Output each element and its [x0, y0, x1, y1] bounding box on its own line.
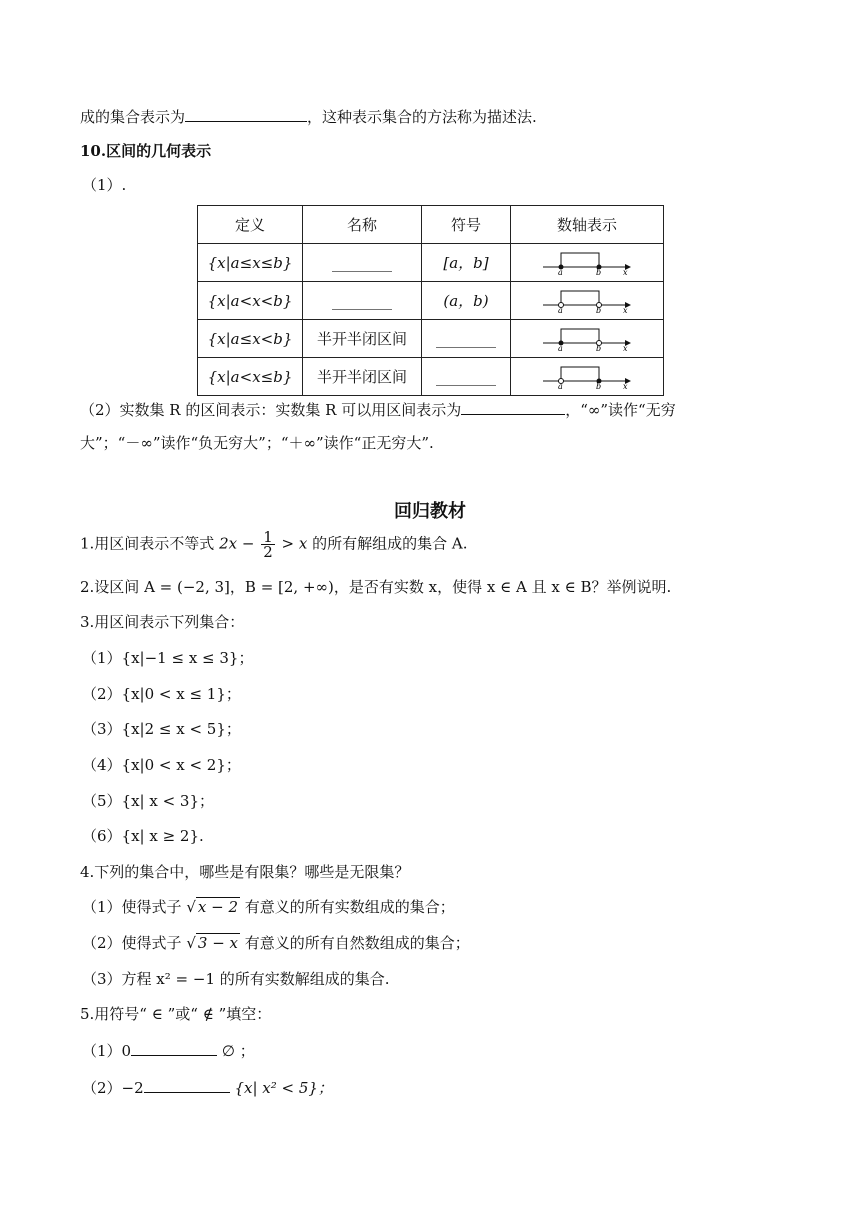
q5-item-text: （1）0: [82, 1042, 132, 1060]
axis-label-b: b: [596, 267, 602, 275]
cell-symbol: ________: [422, 320, 511, 358]
part-2-line-1: [80, 398, 676, 421]
svg-text:b: b: [596, 305, 602, 313]
svg-text:x: x: [623, 381, 628, 389]
list-item: [82, 932, 470, 954]
intro-text-end: ，这种表示集合的方法称为描述法.: [307, 108, 537, 126]
number-line-diagram: [539, 323, 635, 351]
list-item: （3）方程 x² = −1 的所有实数解组成的集合.: [82, 970, 390, 988]
svg-text:a: a: [558, 381, 563, 389]
q1-text-end: 的所有解组成的集合 A.: [312, 534, 468, 553]
q4-item-text-end: 有意义的所有实数组成的集合；: [244, 898, 455, 916]
list-item: [82, 1039, 255, 1062]
answer-blank: [461, 398, 565, 415]
cell-definition: {x|a≤x<b}: [198, 320, 303, 358]
intro-line: [80, 105, 537, 128]
number-line-diagram: [539, 285, 635, 313]
cell-name: 半开半闭区间: [303, 320, 422, 358]
svg-text:b: b: [596, 343, 602, 351]
svg-text:a: a: [558, 305, 563, 313]
cell-symbol: [a，b]: [422, 244, 511, 282]
part-2-text-end: ，“∞”读作“无穷: [565, 401, 676, 419]
radicand: 3 − x: [197, 934, 238, 952]
list-item: （4）{x|0 < x < 2}；: [82, 756, 241, 774]
table-row: [198, 320, 664, 358]
list-item: （6）{x| x ≥ 2}.: [82, 827, 204, 845]
intro-text: 成的集合表示为: [80, 108, 186, 126]
q1-expr-right: > x: [281, 534, 308, 553]
number-line-diagram: [539, 247, 635, 275]
list-item: （1）{x|−1 ≤ x ≤ 3}；: [82, 649, 254, 667]
cell-number-line: [511, 358, 664, 396]
answer-blank: [185, 105, 307, 122]
fraction-denominator: 2: [263, 543, 273, 561]
q5-item-text-end: ∅ ；: [221, 1042, 255, 1060]
q1-text: 1.用区间表示不等式: [80, 534, 215, 553]
cell-definition: {x|a≤x≤b}: [198, 244, 303, 282]
cell-name: ________: [303, 244, 422, 282]
cell-definition: {x|a<x<b}: [198, 282, 303, 320]
cell-symbol: ________: [422, 358, 511, 396]
svg-text:a: a: [558, 343, 563, 351]
q4-item-text: （1）使得式子: [82, 898, 182, 916]
table-row: [198, 358, 664, 396]
question-1: [80, 530, 468, 559]
q5-item-text-end: {x| x² < 5}；: [234, 1079, 333, 1097]
interval-table: [197, 205, 664, 396]
section-10-heading: 10.区间的几何表示: [80, 142, 212, 160]
svg-text:x: x: [623, 305, 628, 313]
question-4-stem: 4.下列的集合中，哪些是有限集？哪些是无限集？: [80, 863, 410, 881]
fraction-numerator: 1: [263, 528, 273, 546]
fraction: [261, 530, 275, 559]
table-row: [198, 282, 664, 320]
list-item: [82, 896, 455, 918]
part-2-text: （2）实数集 R 的区间表示：实数集 R 可以用区间表示为: [80, 401, 462, 419]
svg-text:x: x: [623, 343, 628, 351]
section-title: 回归教材: [394, 501, 466, 522]
sqrt-icon: √: [186, 898, 196, 916]
part-2-line-2: 大”；“－∞”读作“负无穷大”；“＋∞”读作“正无穷大”.: [80, 434, 434, 452]
list-item: （3）{x|2 ≤ x < 5}；: [82, 720, 241, 738]
q4-item-text: （2）使得式子: [82, 934, 182, 952]
sqrt-icon: √: [186, 934, 196, 952]
list-item: （2）{x|0 < x ≤ 1}；: [82, 685, 241, 703]
axis-label-x: x: [623, 267, 628, 275]
question-5-stem: 5.用符号“ ∈ ”或“ ∉ ”填空：: [80, 1005, 272, 1023]
part-1-label: （1）.: [82, 176, 127, 194]
table-header-row: [198, 206, 664, 244]
svg-text:b: b: [596, 381, 602, 389]
question-3-stem: 3.用区间表示下列集合：: [80, 613, 245, 631]
answer-blank: [131, 1039, 217, 1056]
q1-expr-left: 2x −: [219, 534, 255, 553]
answer-blank: [144, 1076, 230, 1093]
cell-number-line: [511, 320, 664, 358]
cell-name: 半开半闭区间: [303, 358, 422, 396]
header-number-line: 数轴表示: [511, 206, 664, 244]
question-2: 2.设区间 A = (−2, 3]，B = [2, +∞)，是否有实数 x，使得 x ∈ A 且 x ∈ B？举例说明.: [80, 578, 672, 596]
cell-name: ________: [303, 282, 422, 320]
table-row: [198, 244, 664, 282]
header-name: 名称: [303, 206, 422, 244]
header-definition: 定义: [198, 206, 303, 244]
list-item: （5）{x| x < 3}；: [82, 792, 215, 810]
cell-number-line: [511, 282, 664, 320]
radicand: x − 2: [197, 898, 238, 916]
cell-number-line: [511, 244, 664, 282]
cell-symbol: (a，b): [422, 282, 511, 320]
q4-item-text-end: 有意义的所有自然数组成的集合；: [244, 934, 470, 952]
number-line-diagram: [539, 361, 635, 389]
list-item: [82, 1076, 333, 1099]
cell-definition: {x|a<x≤b}: [198, 358, 303, 396]
q5-item-text: （2）−2: [82, 1079, 144, 1097]
axis-label-a: a: [558, 267, 563, 275]
header-symbol: 符号: [422, 206, 511, 244]
